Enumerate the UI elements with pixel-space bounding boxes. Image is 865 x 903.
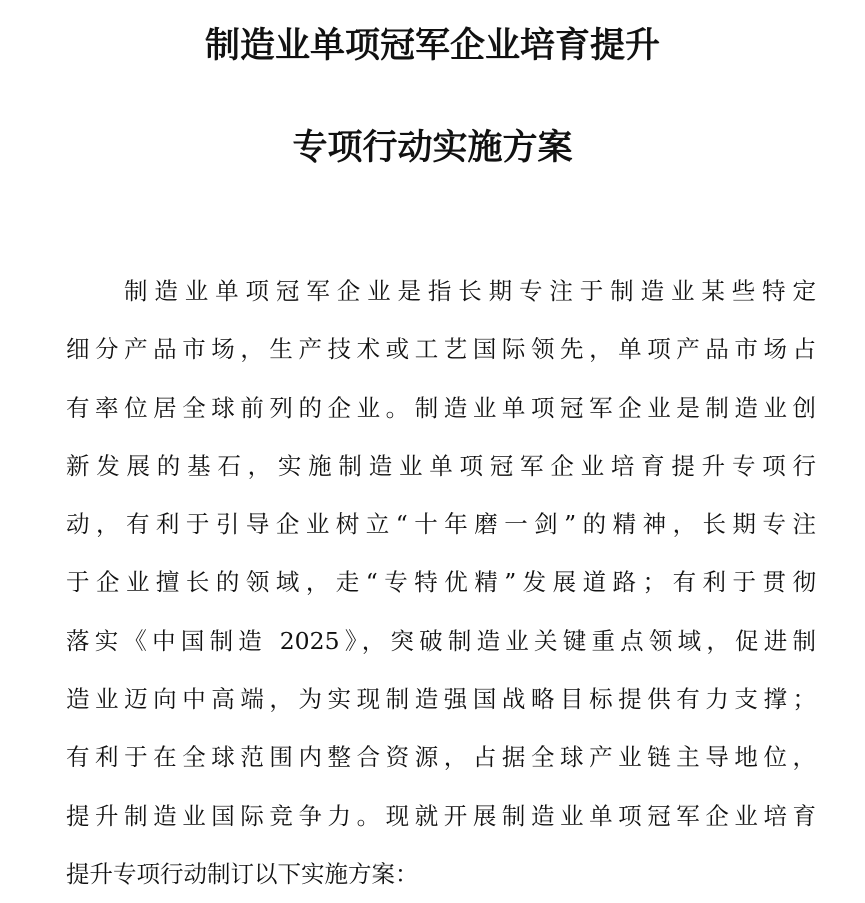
document-title-line-2: 专项行动实施方案 bbox=[292, 128, 573, 168]
paragraph-line-1: 制造业单项冠军企业是指长期专注于制造业某些特定 bbox=[124, 277, 816, 305]
body-paragraph bbox=[66, 262, 816, 903]
paragraph-line-6: 于企业擅长的领域，走“专特优精”发展道路；有利于贯彻 bbox=[66, 568, 816, 597]
paragraph-line-8: 造业迈向中高端，为实现制造强国战略目标提供有力支撑； bbox=[66, 685, 816, 714]
paragraph-line-3: 有率位居全球前列的企业。制造业单项冠军企业是制造业创 bbox=[66, 393, 816, 422]
paragraph-line-7: 落实《中国制造 2025》，突破制造业关键重点领域，促进制 bbox=[66, 626, 816, 655]
paragraph-line-9: 有利于在全球范围内整合资源，占据全球产业链主导地位， bbox=[66, 743, 816, 772]
paragraph-line-4: 新发展的基石，实施制造业单项冠军企业培育提升专项行 bbox=[66, 451, 816, 480]
paragraph-line-2: 细分产品市场，生产技术或工艺国际领先，单项产品市场占 bbox=[66, 335, 816, 364]
paragraph-line-10: 提升制造业国际竞争力。现就开展制造业单项冠军企业培育 bbox=[66, 801, 816, 830]
paragraph-line-5: 动，有利于引导企业树立“十年磨一剑”的精神，长期专注 bbox=[66, 510, 816, 539]
paragraph-line-11: 提升专项行动制订以下实施方案： bbox=[66, 859, 419, 888]
document-title-line-1: 制造业单项冠军企业培育提升 bbox=[204, 26, 660, 66]
